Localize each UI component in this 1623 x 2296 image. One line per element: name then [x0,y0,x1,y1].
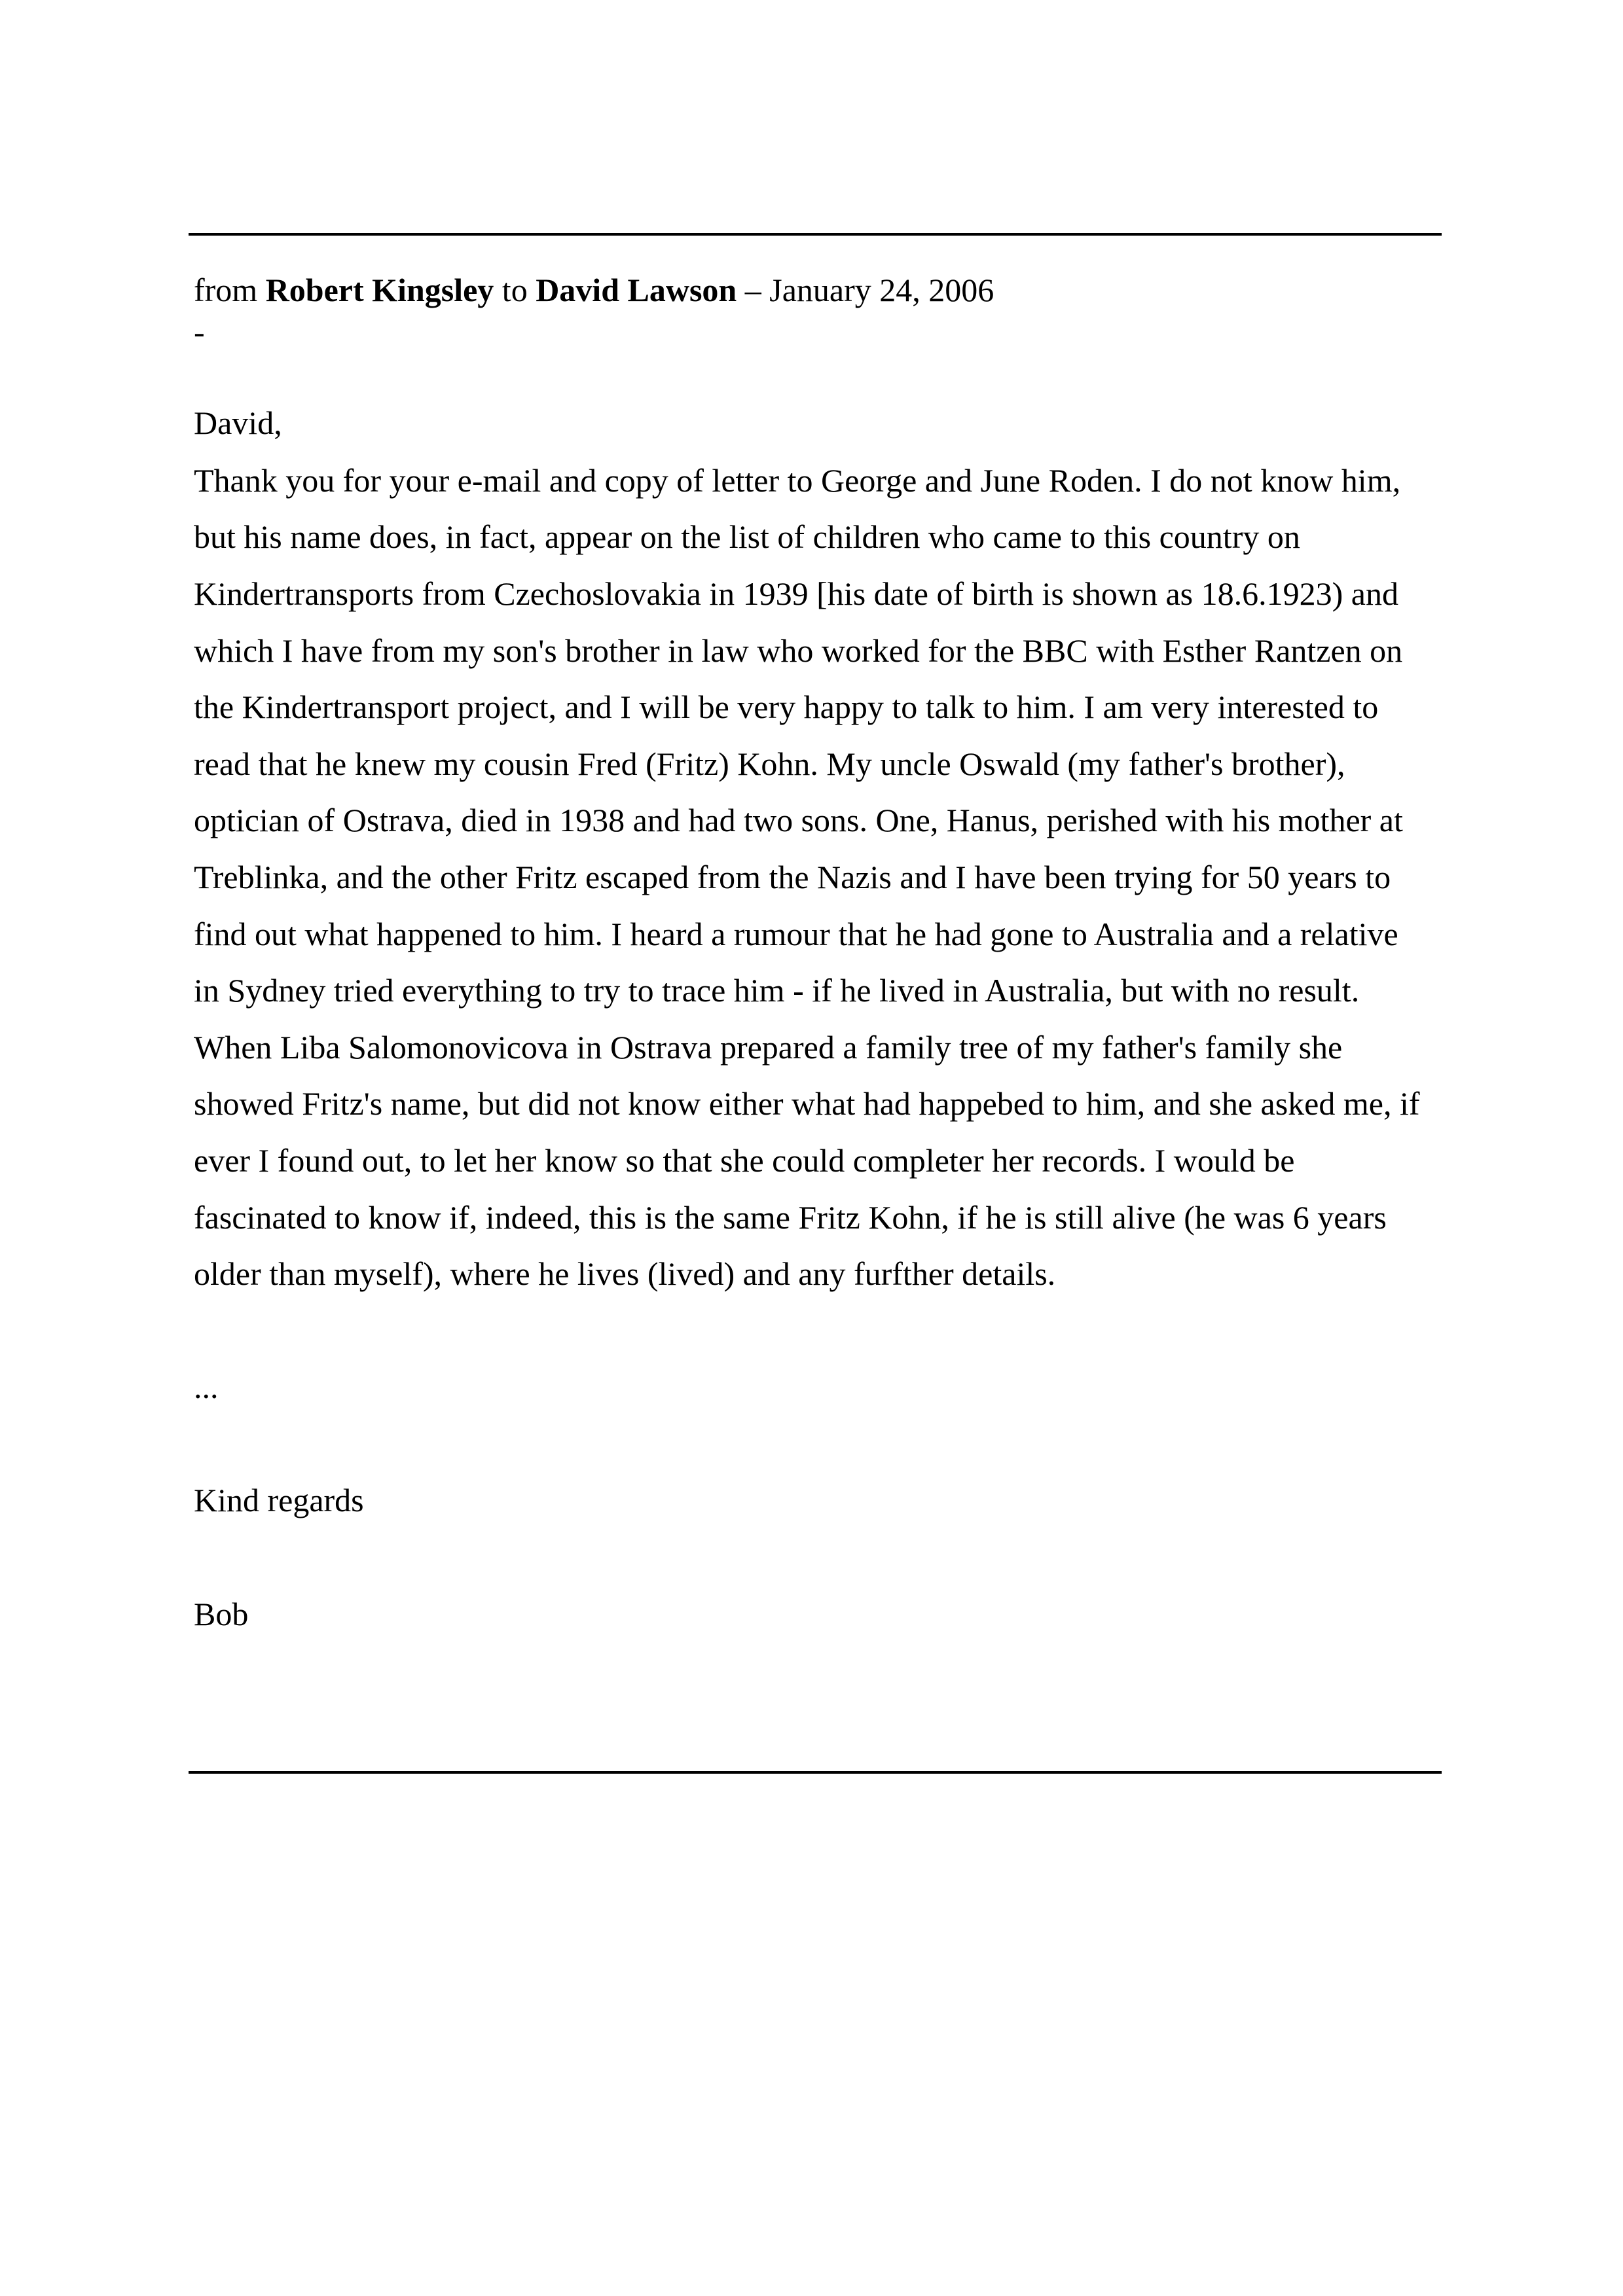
body-line: optician of Ostrava, died in 1938 and had two sons. One, Hanus, perished with his mother at [194,802,1403,839]
closing: Kind regards [194,1482,364,1519]
letter-body [194,452,1438,1302]
letter-content [194,262,1438,1642]
body-line: read that he knew my cousin Fred (Fritz) Kohn. My uncle Oswald (my father's brother), [194,745,1345,782]
body-line: but his name does, in fact, appear on the list of children who came to this country on [194,518,1300,556]
body-line: Treblinka, and the other Fritz escaped from the Nazis and I have been trying for 50 years to [194,858,1391,895]
body-line: When Liba Salomonovicova in Ostrava prepared a family tree of my father's family she [194,1028,1343,1066]
bottom-divider [189,1771,1442,1774]
letter-date: – January 24, 2006 [744,272,994,308]
body-line: which I have from my son's brother in law who worked for the BBC with Esther Rantzen on [194,632,1403,669]
body-line: find out what happened to him. I heard a rumour that he had gone to Australia and a relative [194,915,1398,952]
dash-line: - [194,313,205,350]
body-line: Thank you for your e-mail and copy of letter to George and June Roden. I do not know him, [194,461,1401,499]
from-word: from [194,272,258,308]
body-line: Kindertransports from Czechoslovakia in 1939 [his date of birth is shown as 18.6.1923) and [194,575,1398,612]
body-line: showed Fritz's name, but did not know either what had happebed to him, and she asked me, if [194,1085,1420,1122]
body-line: fascinated to know if, indeed, this is the same Fritz Kohn, if he is still alive (he was 6 years [194,1198,1387,1236]
body-line: in Sydney tried everything to try to trace him - if he lived in Australia, but with no result. [194,972,1360,1009]
body-line: the Kindertransport project, and I will be very happy to talk to him. I am very interested to [194,689,1379,726]
sender-name: Robert Kingsley [265,272,494,308]
top-divider [189,233,1442,236]
ellipsis: ... [194,1369,219,1406]
recipient-name: David Lawson [536,272,737,308]
body-line: older than myself), where he lives (lived) and any furfther details. [194,1255,1056,1293]
body-line: ever I found out, to let her know so that she could completer her records. I would be [194,1141,1295,1179]
to-word: to [501,272,528,308]
salutation: David, [194,404,282,442]
signature: Bob [194,1595,249,1632]
